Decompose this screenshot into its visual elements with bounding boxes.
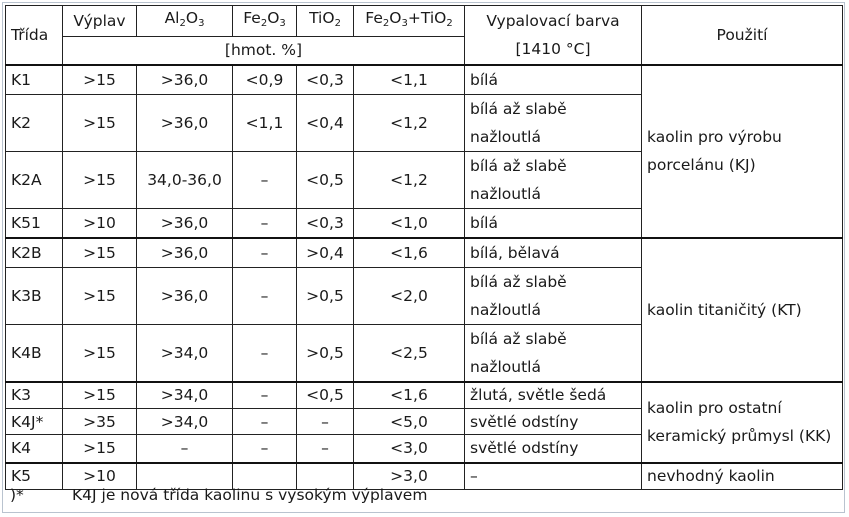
cell-vyplav: >15 [63,267,137,324]
cell-sum: <1,2 [354,94,465,151]
usage-k5: nevhodný kaolin [642,463,843,490]
table-row [6,382,843,409]
cell-barva: bílá [465,208,642,238]
cell-fe2o3: – [233,382,297,409]
cell-al2o3: >36,0 [137,238,233,268]
cell-sum: <2,5 [354,324,465,382]
footnote-marker: )* [10,486,24,504]
cell-barva: bílá, bělavá [465,238,642,268]
cell-fe2o3: – [233,409,297,435]
cell-trida: K4 [6,435,63,463]
cell-trida: K51 [6,208,63,238]
footnote [10,486,427,504]
cell-trida: K3B [6,267,63,324]
cell-vyplav: >15 [63,65,137,95]
cell-tio2: <0,3 [297,208,354,238]
cell-barva: bílá až slabě nažloutlá [465,94,642,151]
cell-al2o3: >36,0 [137,65,233,95]
cell-fe2o3: – [233,208,297,238]
cell-fe2o3: <0,9 [233,65,297,95]
cell-barva: žlutá, světle šedá [465,382,642,409]
header-vypalovaci-barva: Vypalovací barva [1410 °C] [465,6,642,65]
cell-fe2o3: – [233,435,297,463]
footnote-text: K4J je nová třída kaolinu s vysokým výplavem [72,486,428,504]
cell-trida: K4B [6,324,63,382]
cell-tio2: >0,4 [297,238,354,268]
cell-al2o3: 34,0-36,0 [137,151,233,208]
cell-barva: – [465,463,642,490]
table-row [6,238,843,268]
cell-fe2o3: – [233,267,297,324]
header-al2o3: $Al_2O_3$ [137,6,233,37]
cell-trida: K2B [6,238,63,268]
cell-sum: <2,0 [354,267,465,324]
cell-fe2o3: – [233,324,297,382]
cell-vyplav: >10 [63,463,137,490]
header-vyplav: Výplav [63,6,137,37]
cell-tio2: – [297,409,354,435]
cell-trida: K3 [6,382,63,409]
table-row [6,65,843,95]
cell-trida: K1 [6,65,63,95]
cell-barva: světlé odstíny [465,409,642,435]
kaolin-classes-table [5,5,843,490]
cell-vyplav: >10 [63,208,137,238]
header-trida: Třída [6,6,63,65]
cell-barva: světlé odstíny [465,435,642,463]
cell-fe2o3: – [233,151,297,208]
cell-vyplav: >35 [63,409,137,435]
cell-fe2o3: <1,1 [233,94,297,151]
cell-sum: <1,2 [354,151,465,208]
usage-kj: kaolin pro výrobu porcelánu (KJ) [642,65,843,238]
cell-sum: <1,6 [354,238,465,268]
cell-tio2: >0,5 [297,267,354,324]
cell-al2o3: >36,0 [137,94,233,151]
cell-tio2: <0,4 [297,94,354,151]
cell-fe2o3: – [233,238,297,268]
header-unit: [hmot. %] [63,37,465,65]
cell-trida: K4J* [6,409,63,435]
cell-tio2: <0,5 [297,151,354,208]
cell-tio2: <0,5 [297,382,354,409]
cell-vyplav: >15 [63,94,137,151]
cell-barva: bílá [465,65,642,95]
cell-barva: bílá až slabě nažloutlá [465,324,642,382]
cell-trida: K2 [6,94,63,151]
cell-al2o3: >34,0 [137,409,233,435]
cell-al2o3: >36,0 [137,208,233,238]
header-fe2o3: $Fe_2O_3$ [233,6,297,37]
cell-al2o3: – [137,435,233,463]
cell-vyplav: >15 [63,238,137,268]
cell-vyplav: >15 [63,382,137,409]
usage-kk: kaolin pro ostatní keramický průmysl (KK) [642,382,843,463]
cell-trida: K5 [6,463,63,490]
cell-tio2: >0,5 [297,324,354,382]
cell-al2o3: >36,0 [137,267,233,324]
cell-tio2: <0,3 [297,65,354,95]
cell-barva: bílá až slabě nažloutlá [465,151,642,208]
cell-sum: <1,1 [354,65,465,95]
cell-sum: <3,0 [354,435,465,463]
header-row [6,6,843,37]
cell-sum: <1,0 [354,208,465,238]
cell-al2o3: >34,0 [137,382,233,409]
cell-sum: >3,0 [354,463,465,490]
header-fe2o3-tio2: $Fe_2O_3+TiO_2$ [354,6,465,37]
cell-vyplav: >15 [63,151,137,208]
cell-barva: bílá až slabě nažloutlá [465,267,642,324]
cell-trida: K2A [6,151,63,208]
cell-vyplav: >15 [63,324,137,382]
header-tio2: TiO$_2$ [297,6,354,37]
cell-al2o3: >34,0 [137,324,233,382]
cell-tio2: – [297,435,354,463]
usage-kt: kaolin titaničitý (KT) [642,238,843,382]
cell-sum: <5,0 [354,409,465,435]
cell-vyplav: >15 [63,435,137,463]
header-pouziti: Použití [642,6,843,65]
cell-sum: <1,6 [354,382,465,409]
